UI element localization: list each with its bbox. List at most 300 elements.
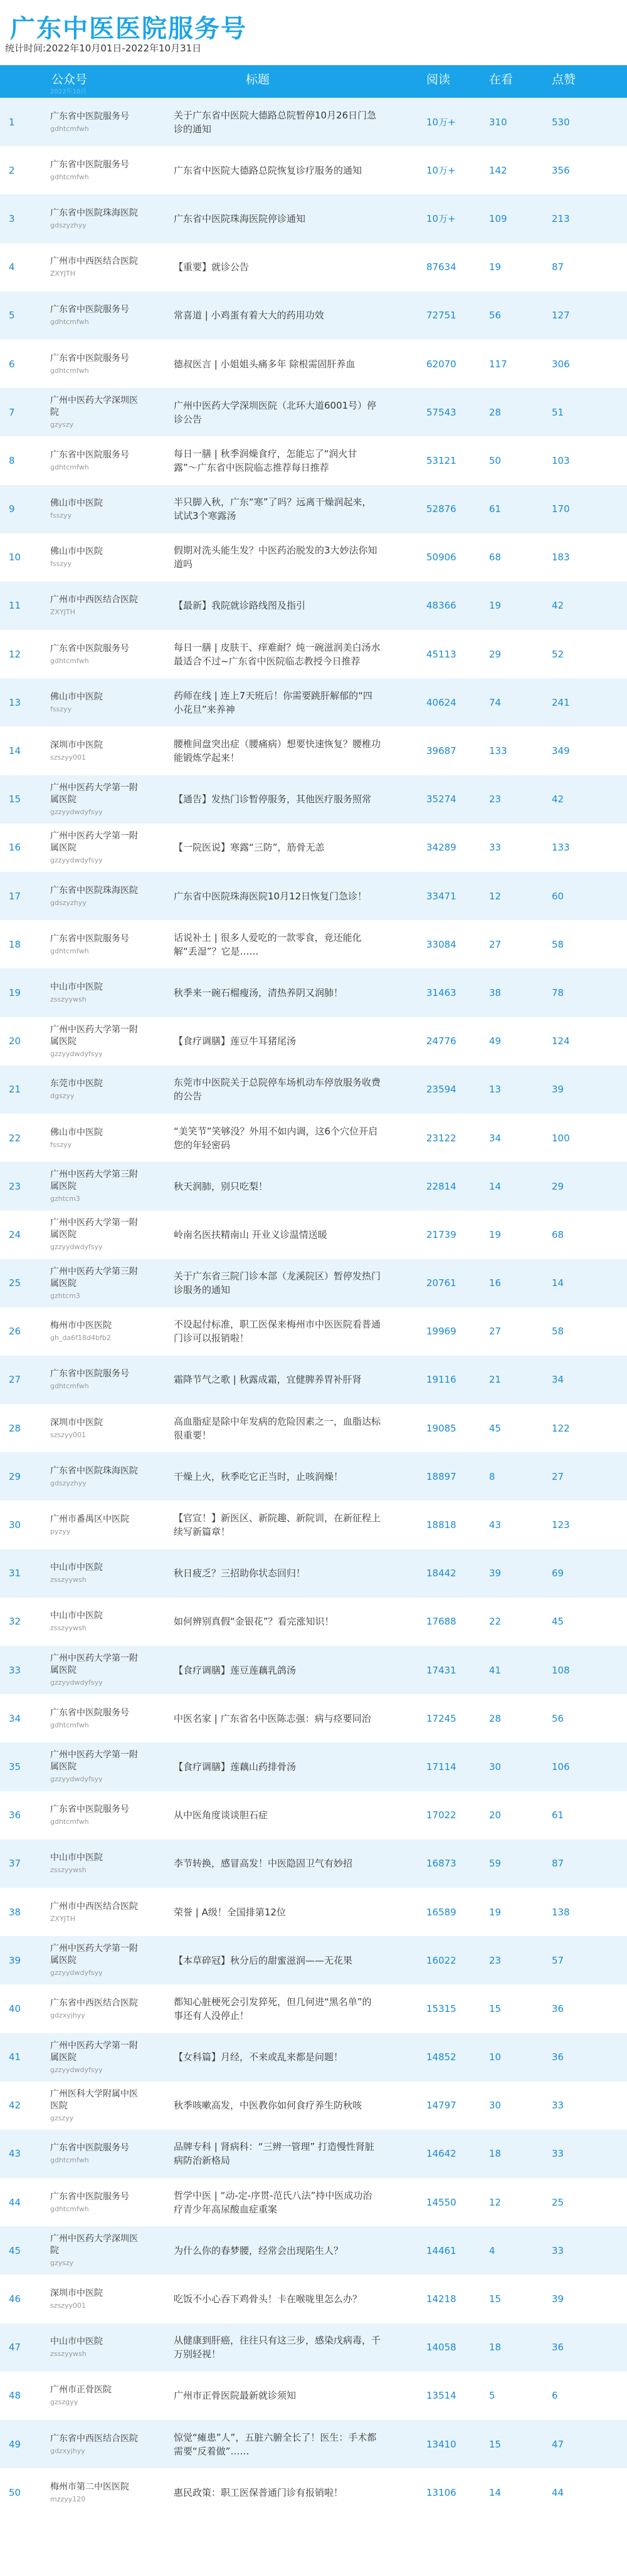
like-count: 36 — [552, 2003, 564, 2014]
row-account — [50, 968, 144, 1017]
like-count: 61 — [552, 1809, 564, 1821]
watch-count: 5 — [489, 2390, 495, 2402]
article-title[interactable]: 广州中医药大学深圳医院（北环大道6001号）停诊公告 — [174, 399, 377, 425]
account-id: gdhtcmfwh — [50, 1382, 89, 1391]
read-count: 10万+ — [426, 213, 456, 225]
account-id: gdzxyjhyy — [50, 2446, 85, 2455]
account-id: gzszyy — [50, 2113, 74, 2122]
row-account — [50, 1404, 144, 1452]
like-count: 122 — [552, 1422, 570, 1434]
watch-count: 12 — [489, 2196, 502, 2208]
article-title[interactable]: 霜降节气之歌 | 秋露成霜，宜健脾养胃补肝肾 — [174, 1374, 362, 1386]
account-name: 广东省中医院珠海医院 — [50, 207, 138, 218]
like-count: 138 — [552, 1906, 570, 1918]
account-id: gdhtcmfwh — [50, 366, 89, 375]
table-row — [0, 146, 627, 194]
read-count: 22814 — [426, 1180, 456, 1192]
table-row — [0, 1162, 627, 1210]
article-title[interactable]: 秋日疲乏？三招助你状态回归！ — [174, 1568, 306, 1579]
article-title[interactable]: 秋季咳嗽高发，中医教你如何食疗养生防秋咳 — [174, 2100, 362, 2112]
like-count: 100 — [552, 1132, 570, 1144]
watch-count: 15 — [489, 2438, 502, 2450]
account-id: gdhtcmfwh — [50, 1720, 89, 1729]
row-rank: 27 — [9, 1374, 21, 1386]
table-row — [0, 1500, 627, 1549]
stat-period: 统计时间:2022年10月01日-2022年10月31日 — [5, 43, 202, 54]
watch-count: 61 — [489, 503, 502, 515]
read-count: 50906 — [426, 552, 456, 563]
row-account — [50, 194, 144, 243]
table-row — [0, 2275, 627, 2323]
account-name: 佛山市中医院 — [50, 691, 103, 702]
article-title[interactable]: 惠民政策：职工医保普通门诊有报销啦！ — [174, 2486, 344, 2498]
row-account — [50, 388, 144, 436]
watch-count: 56 — [489, 310, 502, 322]
article-title[interactable]: 药师在线 | 连上7天班后！你需要跳肝解郁的“四小花旦”来养神 — [174, 689, 372, 715]
article-title[interactable]: “美笑节”笑够没？外用不如内调，这6个穴位开启您的年轻密码 — [174, 1125, 378, 1151]
read-count: 14852 — [426, 2051, 456, 2063]
account-name: 梅州市第二中医医院 — [50, 2481, 129, 2492]
article-title[interactable]: 每日一膳 | 秋季润燥食疗，怎能忘了“润火甘露”～广东省中医院临志推荐每日推荐 — [174, 448, 357, 473]
watch-count: 14 — [489, 1180, 502, 1192]
read-count: 13410 — [426, 2438, 456, 2450]
watch-count: 23 — [489, 1954, 502, 1966]
account-name: 深圳市中医院 — [50, 2288, 103, 2299]
table-row — [0, 2130, 627, 2178]
table-row — [0, 2323, 627, 2372]
row-rank: 35 — [9, 1761, 21, 1772]
watch-count: 15 — [489, 2003, 502, 2014]
row-rank: 16 — [9, 842, 21, 854]
account-id: szszyy001 — [50, 2301, 87, 2310]
article-title[interactable]: 【女科篇】月经，不来或乱来都是问题！ — [174, 2051, 344, 2063]
read-count: 16873 — [426, 1858, 456, 1870]
table-row — [0, 775, 627, 824]
like-count: 52 — [552, 648, 564, 660]
article-title[interactable]: 广州市正骨医院最新就诊须知 — [174, 2390, 297, 2402]
account-id: gzzyydwdyfsyy — [50, 1049, 103, 1058]
like-count: 87 — [552, 261, 564, 273]
watch-count: 19 — [489, 600, 502, 612]
like-count: 103 — [552, 454, 570, 466]
account-name: 广东省中医院服务号 — [50, 305, 129, 315]
row-account — [50, 98, 144, 146]
account-name: 广州中医药大学第一附属医院 — [50, 782, 138, 805]
like-count: 42 — [552, 600, 564, 612]
article-title[interactable]: 【食疗调膳】莲藕山药排骨汤 — [174, 1761, 297, 1772]
table-row — [0, 533, 627, 582]
watch-count: 142 — [489, 164, 507, 176]
row-rank: 19 — [9, 987, 21, 998]
watch-count: 74 — [489, 696, 502, 708]
row-rank: 12 — [9, 648, 21, 660]
article-title[interactable]: 中医名家 | 广东省名中医陈志强：病与痉要同治 — [174, 1712, 371, 1724]
read-count: 17245 — [426, 1712, 456, 1724]
article-title[interactable]: 东莞市中医院关于总院停车场机动车停放服务收费的公告 — [174, 1077, 381, 1102]
table-row — [0, 1888, 627, 1936]
watch-count: 13 — [489, 1084, 502, 1096]
article-title[interactable]: 【重要】就诊公告 — [174, 261, 250, 273]
row-rank: 18 — [9, 938, 21, 950]
read-count: 52876 — [426, 503, 456, 515]
watch-count: 43 — [489, 1519, 502, 1531]
row-rank: 37 — [9, 1858, 21, 1870]
account-id: gdhtcmfwh — [50, 124, 89, 133]
account-name: 广州中医药大学第一附属医院 — [50, 1653, 138, 1676]
article-title[interactable]: 不设起付标准，职工医保来梅州市中医医院看普通门诊可以报销啦！ — [174, 1319, 381, 1344]
like-count: 27 — [552, 1470, 564, 1482]
header-title: 标题 — [246, 73, 270, 86]
watch-count: 33 — [489, 842, 502, 854]
like-count: 42 — [552, 793, 564, 805]
table-row — [0, 824, 627, 872]
like-count: 356 — [552, 164, 570, 176]
row-account — [50, 2081, 144, 2130]
table-row — [0, 1404, 627, 1452]
watch-count: 16 — [489, 1277, 502, 1289]
account-id: ZXYJTH — [50, 1914, 76, 1923]
read-count: 23594 — [426, 1084, 456, 1096]
header-watermark: 2022年10月 — [50, 88, 87, 95]
table-row — [0, 1210, 627, 1259]
row-rank: 26 — [9, 1326, 21, 1338]
row-rank: 41 — [9, 2051, 21, 2063]
article-title[interactable]: 【食疗调膳】莲豆莲藕乳鸽汤 — [174, 1664, 297, 1676]
like-count: 183 — [552, 552, 570, 563]
like-count: 34 — [552, 1374, 564, 1386]
account-name: 广州中医药大学第一附属医院 — [50, 830, 138, 853]
table-row — [0, 630, 627, 678]
read-count: 19085 — [426, 1422, 456, 1434]
row-account — [50, 582, 144, 630]
account-id: szszyy001 — [50, 1430, 87, 1439]
account-name: 广州医科大学附属中医医院 — [50, 2088, 138, 2111]
article-title[interactable]: 如何辨别真假“金银花”？看完涨知识！ — [174, 1616, 334, 1628]
article-title[interactable]: 广东省中医院大德路总院恢复诊疗服务的通知 — [174, 164, 362, 176]
row-account — [50, 1500, 144, 1549]
account-name: 中山市中医院 — [50, 1563, 103, 1573]
read-count: 18818 — [426, 1519, 456, 1531]
row-rank: 28 — [9, 1422, 21, 1434]
row-rank: 14 — [9, 745, 21, 757]
read-count: 10万+ — [426, 117, 456, 128]
account-name: 广东省中医院服务号 — [50, 449, 129, 460]
row-account — [50, 1742, 144, 1791]
read-count: 48366 — [426, 600, 456, 612]
table-row — [0, 340, 627, 388]
watch-count: 30 — [489, 2100, 502, 2112]
table-body — [0, 98, 627, 2516]
account-id: gdszyzhyy — [50, 1479, 87, 1487]
account-id: zsszyywsh — [50, 1624, 87, 1633]
row-account — [50, 340, 144, 388]
watch-count: 21 — [489, 1374, 502, 1386]
watch-count: 10 — [489, 2051, 502, 2063]
account-name: 东莞市中医院 — [50, 1079, 103, 1089]
row-rank: 20 — [9, 1035, 21, 1047]
article-title[interactable]: 广东省中医院珠海医院10月12日恢复门急诊！ — [174, 890, 367, 902]
account-name: 中山市中医院 — [50, 982, 103, 992]
article-title[interactable]: 【本草碎冠】秋分后的甜蜜滋润——无花果 — [174, 1954, 353, 1966]
like-count: 45 — [552, 1616, 564, 1628]
row-account — [50, 1017, 144, 1065]
row-account — [50, 630, 144, 678]
read-count: 15315 — [426, 2003, 456, 2014]
read-count: 14797 — [426, 2100, 456, 2112]
row-account — [50, 1694, 144, 1742]
row-account — [50, 678, 144, 726]
row-rank: 48 — [9, 2390, 21, 2402]
read-count: 33084 — [426, 938, 456, 950]
like-count: 60 — [552, 890, 564, 902]
account-name: 中山市中医院 — [50, 1611, 103, 1621]
account-name: 广州中医药大学第一附属医院 — [50, 1750, 138, 1772]
read-count: 19969 — [426, 1326, 456, 1338]
row-account — [50, 1162, 144, 1210]
row-account — [50, 1065, 144, 1114]
account-id: zsszyywsh — [50, 995, 87, 1003]
article-title[interactable]: 关于广东省中医院大德路总院暂停10月26日门急诊的通知 — [174, 109, 377, 135]
account-name: 广州中医药大学深圳医院 — [50, 2234, 138, 2256]
article-title[interactable]: 【一院医说】寒露“三防”，筋骨无恙 — [174, 842, 325, 854]
account-name: 广东省中医院服务号 — [50, 2191, 129, 2202]
watch-count: 23 — [489, 793, 502, 805]
watch-count: 30 — [489, 1761, 502, 1772]
read-count: 18442 — [426, 1568, 456, 1579]
article-title[interactable]: 【官宣！】新医区、新院趣、新院训，在新征程上续写新篇章！ — [174, 1512, 381, 1538]
table-row — [0, 2372, 627, 2420]
like-count: 68 — [552, 1228, 564, 1240]
account-name: 广州中医药大学第一附属医院 — [50, 1218, 138, 1240]
read-count: 62070 — [426, 358, 456, 370]
row-account — [50, 533, 144, 582]
table-row — [0, 1598, 627, 1646]
account-name: 广东省中医院服务号 — [50, 111, 129, 122]
table-row — [0, 2033, 627, 2081]
row-rank: 5 — [9, 310, 15, 322]
article-title[interactable]: 【通告】发热门诊暂停服务，其他医疗服务照常 — [174, 793, 372, 805]
like-count: 127 — [552, 310, 570, 322]
article-title[interactable]: 干燥上火，秋季吃它正当时，止咳润燥！ — [174, 1470, 344, 1482]
table-row — [0, 1694, 627, 1742]
watch-count: 22 — [489, 1616, 502, 1628]
article-title[interactable]: 吃饭不小心吞下鸡骨头！卡在喉咙里怎么办？ — [174, 2293, 362, 2305]
account-name: 广东省中医院服务号 — [50, 643, 129, 654]
row-rank: 2 — [9, 164, 15, 176]
article-title[interactable]: 为什么你的春梦腰，经常会出现陷生人？ — [174, 2244, 344, 2256]
watch-count: 19 — [489, 1228, 502, 1240]
article-title[interactable]: 品牌专科 | 肾病科：“三辨一管理” 打造慢性肾脏病防治新格局 — [174, 2141, 374, 2167]
row-rank: 42 — [9, 2100, 21, 2112]
row-account — [50, 1114, 144, 1162]
read-count: 18897 — [426, 1470, 456, 1482]
account-name: 广州中医药大学第一附属医院 — [50, 2040, 138, 2063]
article-title[interactable]: 秋季来一碗石榴瘦汤，清热养阴又润肺！ — [174, 987, 344, 998]
watch-count: 310 — [489, 116, 507, 128]
article-title[interactable]: 常喜道 | 小鸡蛋有着大大的药用功效 — [174, 310, 324, 322]
table-row — [0, 243, 627, 291]
table-row — [0, 1017, 627, 1065]
watch-count: 4 — [489, 2244, 495, 2256]
like-count: 33 — [552, 2148, 564, 2160]
read-count: 19116 — [426, 1374, 456, 1386]
like-count: 241 — [552, 696, 570, 708]
watch-count: 34 — [489, 1132, 502, 1144]
article-title[interactable]: 话说补土 | 很多人爱吃的一款零食，竟还能化解“丢湿”？它是…… — [174, 931, 362, 957]
article-title[interactable]: 哲学中医 | “动-定-序贯-范氏八法”持中医成功治疗青少年高尿酸血症重案 — [174, 2189, 372, 2215]
read-count: 14058 — [426, 2342, 456, 2353]
table-row — [0, 968, 627, 1017]
account-name: 广州中医药大学深圳医院 — [50, 395, 138, 418]
row-rank: 10 — [9, 552, 21, 563]
article-title[interactable]: 李节转换，感冒高发！中医隐固卫气有妙招 — [174, 1858, 353, 1870]
account-name: 广州市中西医结合医院 — [50, 256, 138, 267]
read-count: 17688 — [426, 1616, 456, 1628]
article-title[interactable]: 都知心脏梗死会引发猝死，但几何进“黑名单”的事还有人没停止！ — [174, 1996, 372, 2021]
account-name: 广东省中医院珠海医院 — [50, 885, 138, 896]
article-title[interactable]: 岭南名医扶精南山 开业义诊温情送暖 — [174, 1228, 327, 1240]
table-row — [0, 582, 627, 630]
read-count: 34289 — [426, 842, 456, 854]
row-rank: 17 — [9, 890, 21, 902]
table-row — [0, 2420, 627, 2468]
table-row — [0, 1936, 627, 1984]
like-count: 108 — [552, 1664, 570, 1676]
table-row — [0, 1356, 627, 1404]
watch-count: 117 — [489, 358, 507, 370]
like-count: 306 — [552, 358, 570, 370]
article-title[interactable]: 秋天润肺，别只吃梨！ — [174, 1180, 268, 1192]
row-account — [50, 1598, 144, 1646]
account-id: zsszyywsh — [50, 1576, 87, 1584]
header-watch: 在看 — [489, 73, 514, 86]
account-name: 广州中医药大学第三附属医院 — [50, 1266, 138, 1289]
row-account — [50, 243, 144, 291]
like-count: 213 — [552, 212, 570, 224]
article-title[interactable]: 半只脚入秋，广东“寒”了吗？远离干燥润起来，试试3个寒露汤 — [174, 496, 372, 522]
article-title[interactable]: 假期对洗头能生发？中医药治脱发的3大妙法你知道吗 — [174, 545, 377, 570]
account-name: 广东省中医院服务号 — [50, 2143, 129, 2154]
watch-count: 27 — [489, 938, 502, 950]
row-account — [50, 436, 144, 484]
ranking-table — [0, 65, 627, 2516]
read-count: 40624 — [426, 696, 456, 708]
like-count: 106 — [552, 1761, 570, 1772]
row-account — [50, 1840, 144, 1888]
article-title[interactable]: 德叔医言 | 小姐姐头痛多年 除根需固肝养血 — [174, 358, 356, 370]
article-title[interactable]: 惊觉“瘫患”人”，五脏六腑全长了！医生：手术都需要“反着做”…… — [174, 2431, 377, 2457]
row-rank: 36 — [9, 1809, 21, 1821]
like-count: 33 — [552, 2244, 564, 2256]
like-count: 39 — [552, 1084, 564, 1096]
row-account — [50, 1549, 144, 1598]
article-title[interactable]: 关于广东省三院门诊本部（龙溪院区）暂停发热门诊服务的通知 — [174, 1270, 381, 1296]
row-account — [50, 1259, 144, 1307]
read-count: 31463 — [426, 987, 456, 998]
row-rank: 21 — [9, 1084, 21, 1096]
like-count: 14 — [552, 1277, 564, 1289]
read-count: 39687 — [426, 745, 456, 757]
account-name: 梅州市中医医院 — [50, 1321, 112, 1331]
watch-count: 38 — [489, 987, 502, 998]
like-count: 58 — [552, 1326, 564, 1338]
row-rank: 7 — [9, 406, 15, 418]
watch-count: 19 — [489, 1906, 502, 1918]
row-rank: 23 — [9, 1180, 21, 1192]
row-account — [50, 2226, 144, 2275]
row-rank: 39 — [9, 1954, 21, 1966]
table-row — [0, 194, 627, 243]
row-rank: 8 — [9, 454, 15, 466]
account-id: gh_da6f18d4bfb2 — [50, 1334, 111, 1343]
row-account — [50, 726, 144, 775]
account-name: 广东省中医院服务号 — [50, 159, 129, 170]
account-id: gdszyzhyy — [50, 898, 87, 907]
account-id: zsszyywsh — [50, 2350, 87, 2359]
like-count: 33 — [552, 2100, 564, 2112]
table-row — [0, 1791, 627, 1840]
table-row — [0, 98, 627, 146]
article-title[interactable]: 腰椎间盘突出症（腰痛病）想要快速恢复？腰椎功能锻炼学起来！ — [174, 738, 381, 764]
like-count: 69 — [552, 1568, 564, 1579]
account-id: gdhtcmfwh — [50, 2156, 89, 2165]
watch-count: 14 — [489, 2486, 502, 2498]
row-account — [50, 1936, 144, 1984]
row-account — [50, 1210, 144, 1259]
account-name: 广东省中西医结合医院 — [50, 2433, 138, 2444]
watch-count: 20 — [489, 1809, 502, 1821]
row-rank: 50 — [9, 2486, 21, 2498]
account-name: 广州市中西医结合医院 — [50, 1901, 138, 1912]
article-title[interactable]: 【食疗调膳】莲豆牛耳猪尾汤 — [174, 1035, 297, 1047]
table-row — [0, 1259, 627, 1307]
article-title[interactable]: 高血脂症是除中年发病的危险因素之一，血脂达标很重要！ — [174, 1415, 381, 1441]
like-count: 39 — [552, 2293, 564, 2305]
account-id: gzhtcm3 — [50, 1291, 80, 1300]
like-count: 530 — [552, 116, 570, 128]
account-id: dgszyy — [50, 1092, 75, 1101]
read-count: 20761 — [426, 1277, 456, 1289]
row-rank: 9 — [9, 503, 15, 515]
account-name: 广州中医药大学第一附属医院 — [50, 1944, 138, 1966]
row-rank: 43 — [9, 2148, 21, 2160]
account-name: 广州市中西医结合医院 — [50, 595, 138, 605]
article-title[interactable]: 荣誉 | A级！全国排第12位 — [174, 1906, 286, 1918]
account-id: gdhtcmfwh — [50, 946, 89, 955]
account-id: zsszyywsh — [50, 1866, 87, 1875]
article-title[interactable]: 【最新】我院就诊路线图及指引 — [174, 600, 306, 612]
article-title[interactable]: 广东省中医院珠海医院停诊通知 — [174, 212, 306, 224]
header-likes: 点赞 — [552, 73, 576, 86]
account-name: 中山市中医院 — [50, 1853, 103, 1863]
read-count: 57543 — [426, 406, 456, 418]
watch-count: 15 — [489, 2293, 502, 2305]
watch-count: 68 — [489, 552, 502, 563]
read-count: 13514 — [426, 2390, 456, 2402]
account-id: gzzyydwdyfsyy — [50, 856, 103, 864]
like-count: 29 — [552, 1180, 564, 1192]
account-id: gzyszy — [50, 2259, 74, 2268]
table-row — [0, 388, 627, 436]
article-title[interactable]: 从中医角度谈谈胆石症 — [174, 1809, 268, 1821]
article-title[interactable]: 每日一膳 | 皮肤干、痒难耐？炖一碗滋润美白汤水最适合不过~广东省中医院临志教授今日推荐 — [174, 641, 381, 667]
like-count: 78 — [552, 987, 564, 998]
table-header — [0, 65, 627, 98]
article-title[interactable]: 从健康到肝癌，往往只有这三步，感染戊病毒，千万别轻视！ — [174, 2335, 381, 2360]
watch-count: 28 — [489, 1712, 502, 1724]
table-row — [0, 2178, 627, 2226]
watch-count: 109 — [489, 212, 507, 224]
